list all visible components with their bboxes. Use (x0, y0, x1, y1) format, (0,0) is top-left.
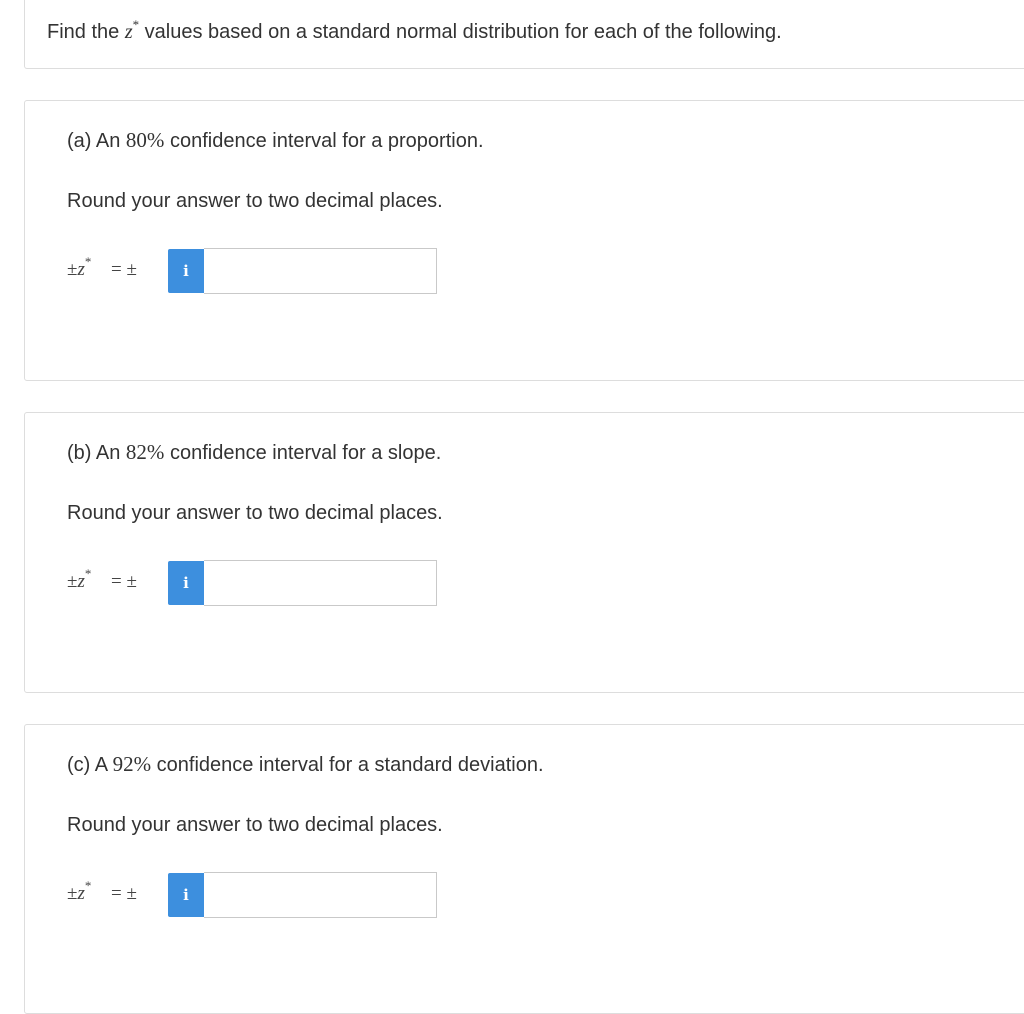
question-suffix: confidence interval for a slope. (164, 442, 442, 464)
instruction-star: * (132, 17, 140, 32)
z-star-label (67, 566, 92, 593)
equals-plus-minus: = ± (111, 259, 137, 280)
plus-minus-symbol: ± (67, 259, 78, 280)
z-star-label (67, 254, 92, 281)
info-icon[interactable]: i (168, 561, 204, 605)
confidence-percent: 80% (125, 128, 165, 152)
answer-input-c[interactable] (204, 872, 437, 918)
question-label-b (67, 439, 441, 466)
confidence-percent: 82% (125, 440, 165, 464)
z-star-label (67, 878, 92, 905)
question-label-a (67, 127, 484, 154)
answer-input-a[interactable] (204, 248, 437, 294)
question-suffix: confidence interval for a proportion. (164, 130, 484, 152)
question-suffix: confidence interval for a standard deviation. (151, 754, 544, 776)
question-card-b (24, 412, 1024, 693)
star-symbol: * (84, 254, 92, 269)
info-icon[interactable]: i (168, 873, 204, 917)
instruction-suffix: values based on a standard normal distribution for each of the following. (139, 21, 782, 43)
confidence-percent: 92% (112, 752, 152, 776)
equals-plus-minus: = ± (111, 571, 137, 592)
star-symbol: * (84, 878, 92, 893)
question-prefix: (c) A (67, 754, 113, 776)
answer-row-b (67, 560, 447, 606)
rounding-instruction: Round your answer to two decimal places. (67, 502, 443, 524)
z-variable: z (77, 259, 85, 280)
instruction-text (47, 19, 782, 45)
equals-plus-minus: = ± (111, 883, 137, 904)
question-prefix: (a) An (67, 130, 126, 152)
question-prefix: (b) An (67, 442, 126, 464)
question-label-c (67, 751, 544, 778)
rounding-instruction: Round your answer to two decimal places. (67, 190, 443, 212)
z-variable: z (77, 571, 85, 592)
question-card-c (24, 724, 1024, 1014)
star-symbol: * (84, 566, 92, 581)
instruction-card (24, 0, 1024, 69)
answer-row-a (67, 248, 447, 294)
instruction-variable: z (124, 21, 133, 43)
rounding-instruction: Round your answer to two decimal places. (67, 814, 443, 836)
plus-minus-symbol: ± (67, 571, 78, 592)
question-card-a (24, 100, 1024, 381)
instruction-prefix: Find the (47, 21, 125, 43)
answer-row-c (67, 872, 447, 918)
answer-input-b[interactable] (204, 560, 437, 606)
z-variable: z (77, 883, 85, 904)
info-icon[interactable]: i (168, 249, 204, 293)
plus-minus-symbol: ± (67, 883, 78, 904)
